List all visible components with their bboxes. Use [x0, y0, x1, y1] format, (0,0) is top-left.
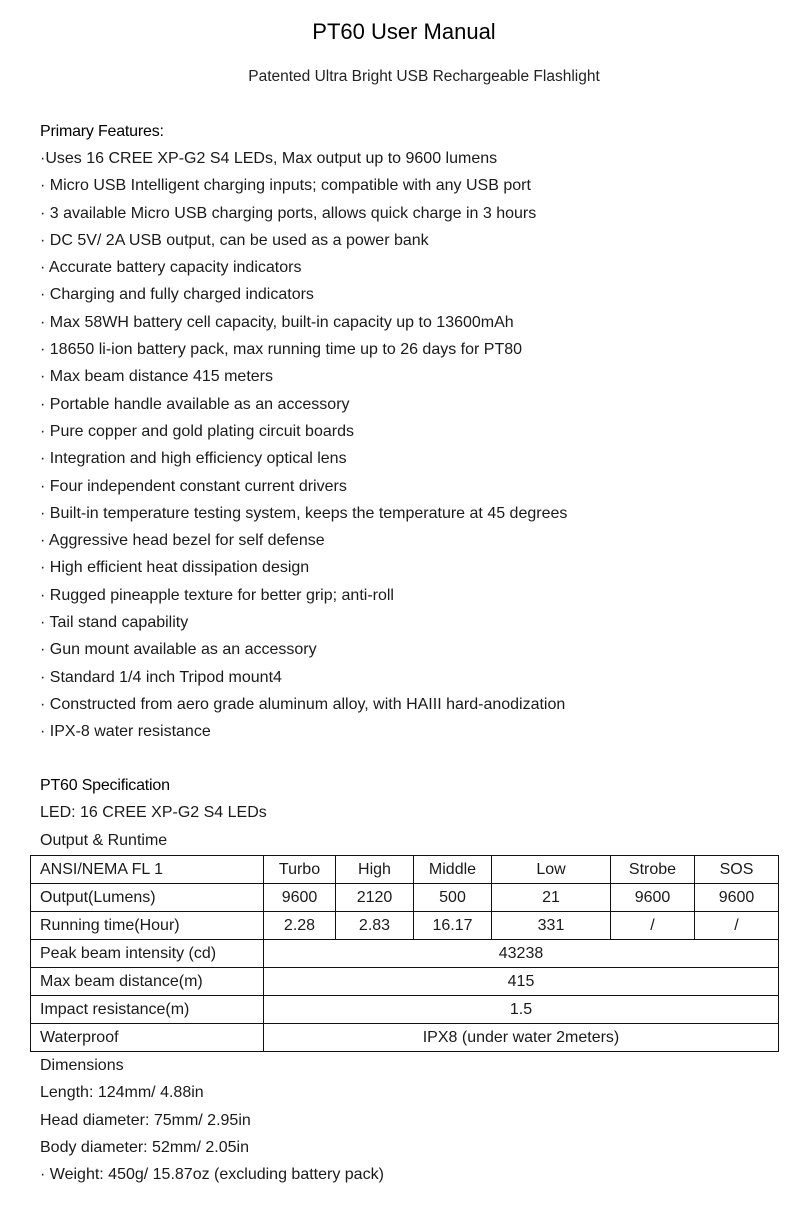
header-cell: Middle [414, 856, 492, 884]
feature-item: · Built-in temperature testing system, keeps the temperature at 45 degrees [40, 504, 568, 522]
table-cell: 2.83 [336, 912, 414, 940]
header-cell: Turbo [264, 856, 336, 884]
table-row [31, 1024, 779, 1052]
feature-item: · Max beam distance 415 meters [40, 368, 273, 386]
header-cell: Low [492, 856, 611, 884]
table-cell: 9600 [695, 884, 779, 912]
feature-item: · Aggressive head bezel for self defense [40, 532, 325, 550]
feature-item: · High efficient heat dissipation design [40, 559, 310, 577]
table-cell: 9600 [611, 884, 695, 912]
table-row [31, 912, 779, 940]
dimensions-list [40, 1055, 384, 1191]
feature-item: · Max 58WH battery cell capacity, built-in capacity up to 13600mAh [40, 313, 514, 331]
header-cell: ANSI/NEMA FL 1 [31, 856, 264, 884]
page-title: PT60 User Manual [312, 19, 496, 44]
table-cell: 43238 [264, 940, 779, 968]
table-cell: IPX8 (under water 2meters) [264, 1024, 779, 1052]
dimensions-heading: Dimensions [40, 1057, 124, 1074]
table-cell: 415 [264, 968, 779, 996]
row-label: Running time(Hour) [31, 912, 264, 940]
table-cell: 2.28 [264, 912, 336, 940]
feature-item: · Standard 1/4 inch Tripod mount4 [40, 668, 282, 686]
feature-item: · 18650 li-ion battery pack, max running time up to 26 days for PT80 [40, 341, 523, 359]
feature-item: · Portable handle available as an accessory [40, 395, 350, 413]
feature-item: · Gun mount available as an accessory [40, 641, 317, 659]
features-list [40, 147, 567, 748]
table-row [31, 940, 779, 968]
row-label: Impact resistance(m) [31, 996, 264, 1024]
row-label: Peak beam intensity (cd) [31, 940, 264, 968]
table-cell: 1.5 [264, 996, 779, 1024]
output-runtime-label: Output & Runtime [40, 832, 168, 849]
led-spec: LED: 16 CREE XP-G2 S4 LEDs [40, 804, 267, 821]
spec-table [30, 855, 779, 1052]
feature-item: · 3 available Micro USB charging ports, allows quick charge in 3 hours [40, 204, 537, 222]
dimension-head-diameter: Head diameter: 75mm/ 2.95in [40, 1111, 251, 1129]
feature-item: · Accurate battery capacity indicators [40, 259, 302, 277]
feature-item: · Rugged pineapple texture for better grip; anti-roll [40, 586, 394, 604]
table-cell: 500 [414, 884, 492, 912]
feature-item: · DC 5V/ 2A USB output, can be used as a power bank [40, 231, 429, 249]
table-cell: 16.17 [414, 912, 492, 940]
feature-item: · Pure copper and gold plating circuit boards [40, 422, 354, 440]
feature-item: · Tail stand capability [40, 614, 189, 632]
dimension-length: Length: 124mm/ 4.88in [40, 1084, 204, 1102]
specification-heading: PT60 Specification [40, 777, 170, 794]
header-cell: Strobe [611, 856, 695, 884]
feature-item: · Micro USB Intelligent charging inputs; compatible with any USB port [40, 177, 531, 195]
page-subtitle: Patented Ultra Bright USB Rechargeable Flashlight [248, 68, 600, 85]
row-label: Output(Lumens) [31, 884, 264, 912]
table-cell: 21 [492, 884, 611, 912]
row-label: Waterproof [31, 1024, 264, 1052]
table-header-row [31, 856, 779, 884]
table-row [31, 996, 779, 1024]
header-cell: High [336, 856, 414, 884]
feature-item: · Integration and high efficiency optical lens [40, 450, 347, 468]
dimension-body-diameter: Body diameter: 52mm/ 2.05in [40, 1138, 249, 1156]
table-cell: / [611, 912, 695, 940]
feature-item: · Charging and fully charged indicators [40, 286, 314, 304]
feature-item: · Constructed from aero grade aluminum alloy, with HAIII hard-anodization [40, 695, 566, 713]
table-cell: 2120 [336, 884, 414, 912]
table-cell: / [695, 912, 779, 940]
feature-item: ·Uses 16 CREE XP-G2 S4 LEDs, Max output up to 9600 lumens [40, 150, 498, 167]
row-label: Max beam distance(m) [31, 968, 264, 996]
feature-item: · Four independent constant current drivers [40, 477, 347, 495]
dimension-weight: · Weight: 450g/ 15.87oz (excluding battery pack) [40, 1166, 384, 1184]
header-cell: SOS [695, 856, 779, 884]
table-cell: 9600 [264, 884, 336, 912]
table-cell: 331 [492, 912, 611, 940]
features-heading: Primary Features: [40, 123, 164, 140]
table-row [31, 884, 779, 912]
table-row [31, 968, 779, 996]
feature-item: · IPX-8 water resistance [40, 723, 211, 741]
